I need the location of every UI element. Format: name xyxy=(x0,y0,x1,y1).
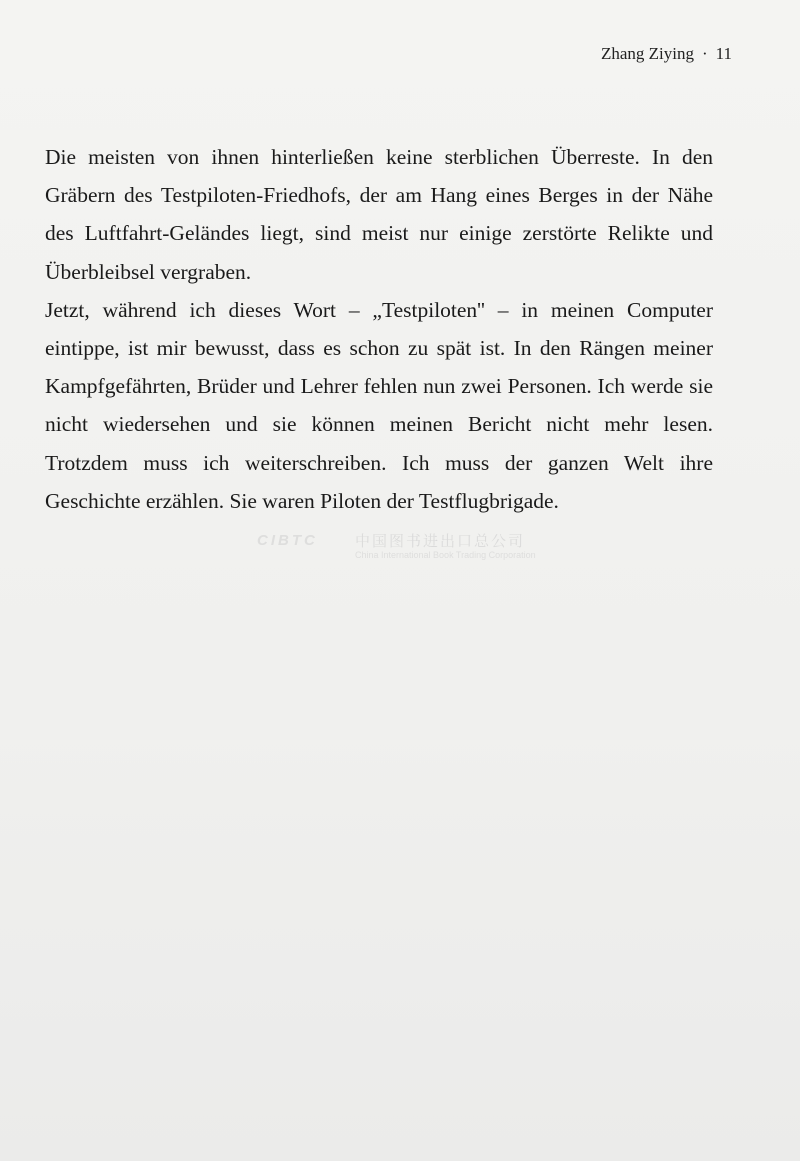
page-number: 11 xyxy=(715,44,732,63)
watermark xyxy=(245,528,565,568)
watermark-chinese-text: 中国图书进出口总公司 xyxy=(355,534,526,550)
body-text xyxy=(45,138,713,520)
paragraph-1: Die meisten von ihnen hinterließen keine sterblichen Überreste. In den Gräbern des Testpiloten-Friedhofs, der am Hang eines Berges in der Nähe des Luftfahrt-Geländes liegt, sind meist nur einige zerstörte Relikte und Überbleibsel vergraben. xyxy=(45,145,713,284)
running-header xyxy=(601,44,732,64)
header-separator: · xyxy=(701,44,708,63)
header-author: Zhang Ziying xyxy=(600,44,694,63)
paragraph-2: Jetzt, während ich dieses Wort – „Testpiloten'' – in meinen Computer eintippe, ist mir bewusst, dass es schon zu spät ist. In den Rängen meiner Kampfgefährten, Brüder und Lehrer fehlen nun zwei Personen. Ich werde sie nicht wiedersehen und sie können meinen Bericht nicht mehr lesen. Trotzdem muss ich weiterschreiben. Ich muss der ganzen Welt ihre Geschichte erzählen. Sie waren Piloten der Testflugbrigade. xyxy=(45,297,713,513)
watermark-logo: CIBTC xyxy=(257,532,318,549)
watermark-english-text: China International Book Trading Corporation xyxy=(355,550,536,560)
